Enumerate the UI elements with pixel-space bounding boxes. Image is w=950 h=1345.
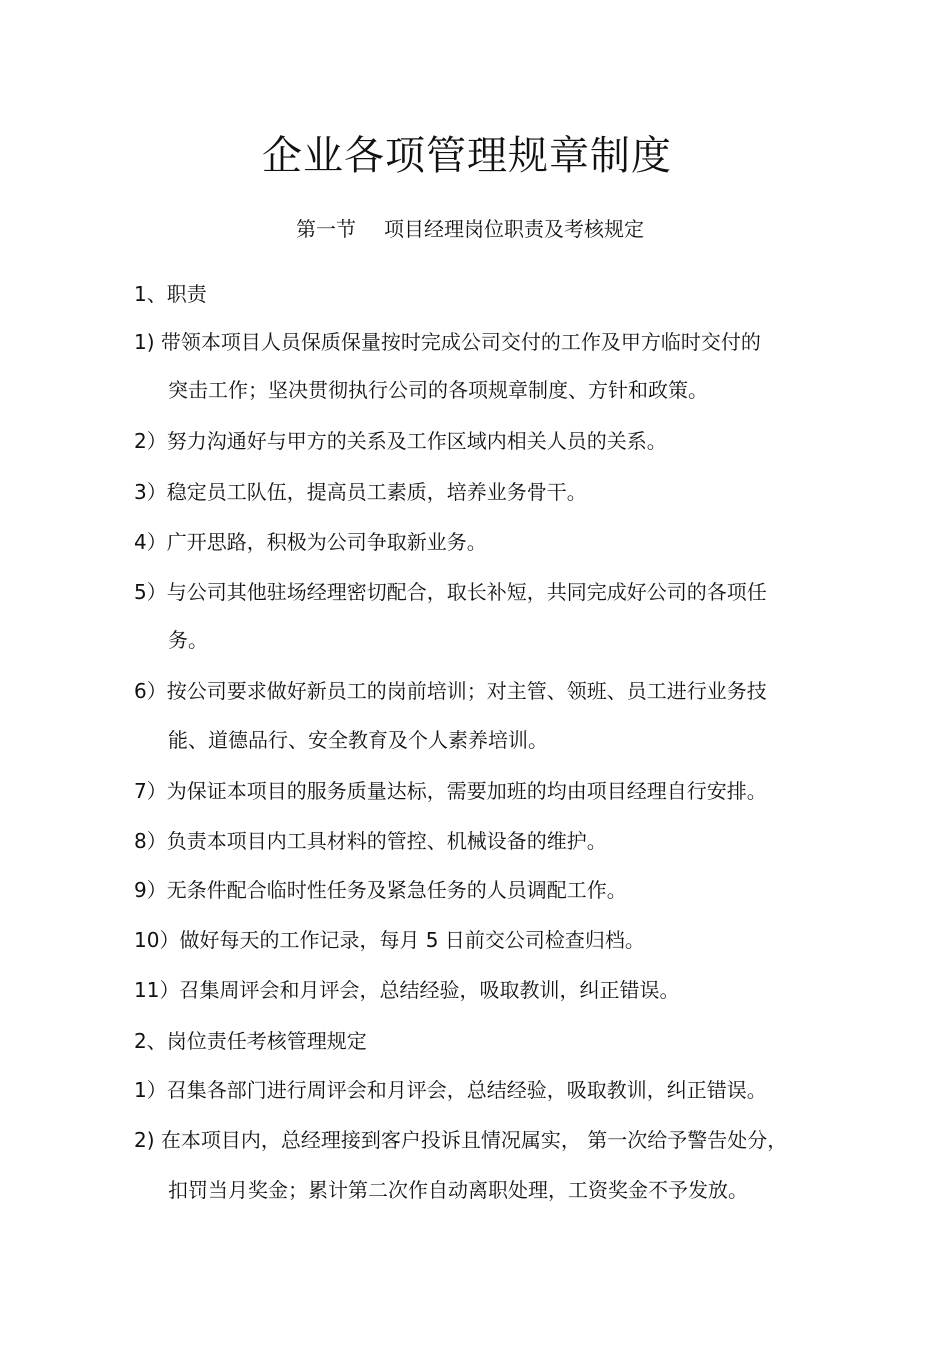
paragraph-line: 4）广开思路，积极为公司争取新业务。 xyxy=(134,530,487,554)
paragraph-line: 扣罚当月奖金；累计第二次作自动离职处理，工资奖金不予发放。 xyxy=(168,1178,748,1202)
section-name: 项目经理岗位职责及考核规定 xyxy=(384,217,644,241)
paragraph-line: 7）为保证本项目的服务质量达标，需要加班的均由项目经理自行安排。 xyxy=(134,779,767,803)
paragraph-line: 务。 xyxy=(168,628,208,652)
section-heading xyxy=(0,213,940,245)
paragraph-line: 1) 带领本项目人员保质保量按时完成公司交付的工作及甲方临时交付的 xyxy=(134,330,761,354)
paragraph-line: 2) 在本项目内，总经理接到客户投诉且情况属实， 第一次给予警告处分， xyxy=(134,1128,788,1152)
paragraph-line: 8）负责本项目内工具材料的管控、机械设备的维护。 xyxy=(134,829,607,853)
paragraph-line: 9）无条件配合临时性任务及紧急任务的人员调配工作。 xyxy=(134,878,627,902)
heading-duties: 1、职责 xyxy=(134,282,207,306)
paragraph-line: 5）与公司其他驻场经理密切配合，取长补短，共同完成好公司的各项任 xyxy=(134,580,767,604)
paragraph-line: 1）召集各部门进行周评会和月评会，总结经验，吸取教训，纠正错误。 xyxy=(134,1078,767,1102)
heading-assessment: 2、岗位责任考核管理规定 xyxy=(134,1029,367,1053)
document-title: 企业各项管理规章制度 xyxy=(262,133,672,179)
paragraph-line: 能、道德品行、安全教育及个人素养培训。 xyxy=(168,728,548,752)
paragraph-line: 3）稳定员工队伍，提高员工素质，培养业务骨干。 xyxy=(134,480,587,504)
paragraph-line: 11）召集周评会和月评会，总结经验，吸取教训，纠正错误。 xyxy=(134,978,680,1002)
paragraph-line: 6）按公司要求做好新员工的岗前培训；对主管、领班、员工进行业务技 xyxy=(134,679,767,703)
paragraph-line: 2）努力沟通好与甲方的关系及工作区域内相关人员的关系。 xyxy=(134,429,667,453)
paragraph-line: 10）做好每天的工作记录，每月 5 日前交公司检查归档。 xyxy=(134,928,645,952)
section-label: 第一节 xyxy=(296,217,356,241)
paragraph-line: 突击工作；坚决贯彻执行公司的各项规章制度、方针和政策。 xyxy=(168,378,708,402)
